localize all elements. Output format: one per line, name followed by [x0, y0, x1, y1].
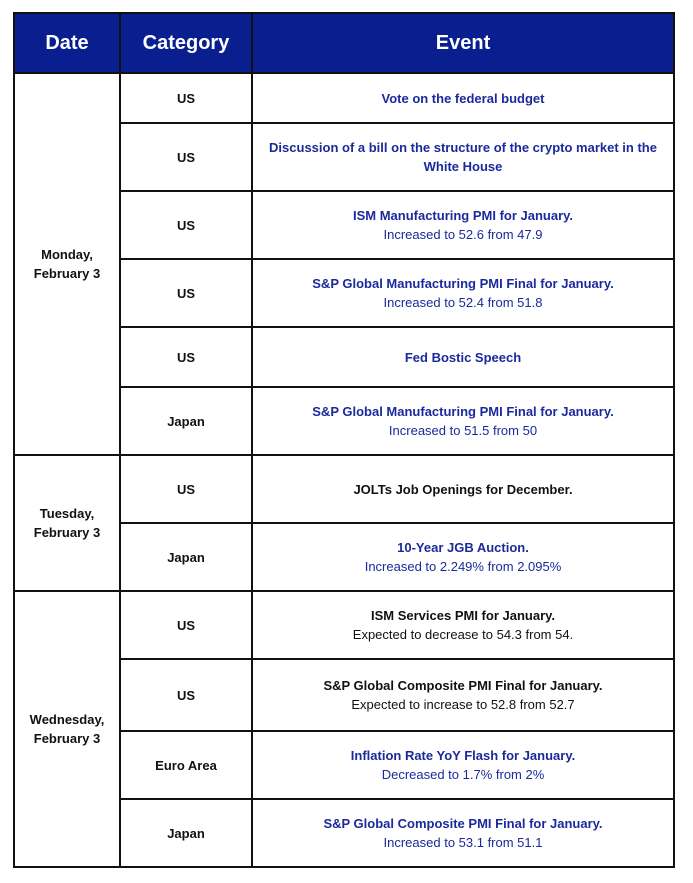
event-cell [252, 387, 674, 455]
date-cell [14, 455, 120, 591]
category-cell: Japan [120, 387, 252, 455]
event-title: Fed Bostic Speech [404, 349, 522, 365]
event-title: ISM Manufacturing PMI for January. [352, 208, 574, 223]
category-column-header: Category [120, 13, 252, 73]
event-detail: Increased to 53.1 from 51.1 [383, 835, 543, 850]
event-detail: Increased to 52.4 from 51.8 [383, 295, 543, 310]
event-detail: Increased to 2.249% from 2.095% [364, 559, 562, 574]
category-cell: Japan [120, 799, 252, 867]
event-title: S&P Global Manufacturing PMI Final for January. [312, 404, 614, 419]
event-title: S&P Global Composite PMI Final for January. [323, 816, 603, 831]
header-row [14, 13, 674, 73]
event-detail: Expected to increase to 52.8 from 52.7 [351, 697, 575, 712]
date-cell [14, 73, 120, 455]
event-cell [252, 731, 674, 799]
event-title: JOLTs Job Openings for December. [353, 481, 573, 497]
event-cell [252, 327, 674, 387]
category-cell: US [120, 259, 252, 327]
date-cell [14, 591, 120, 867]
event-cell [252, 523, 674, 591]
event-title: S&P Global Composite PMI Final for January. [323, 678, 603, 693]
event-title: 10-Year JGB Auction. [397, 540, 529, 555]
event-cell [252, 799, 674, 867]
event-cell [252, 73, 674, 123]
table-row [14, 455, 674, 523]
economic-calendar-table [13, 12, 675, 868]
date-column-header: Date [14, 13, 120, 73]
event-title: ISM Services PMI for January. [371, 608, 555, 623]
event-cell [252, 259, 674, 327]
event-title: Inflation Rate YoY Flash for January. [350, 748, 576, 763]
category-cell: Japan [120, 523, 252, 591]
category-cell: US [120, 73, 252, 123]
category-cell: US [120, 591, 252, 659]
event-detail: Increased to 51.5 from 50 [388, 423, 538, 438]
date-weekday: Wednesday, [29, 712, 105, 727]
category-cell: US [120, 191, 252, 259]
date-weekday: Monday, [41, 247, 93, 262]
event-cell [252, 191, 674, 259]
event-title: Discussion of a bill on the structure of the crypto market in the White House [269, 140, 657, 174]
table-row [14, 73, 674, 123]
date-day: February 3 [33, 731, 101, 746]
event-detail: Increased to 52.6 from 47.9 [383, 227, 543, 242]
date-day: February 3 [33, 525, 101, 540]
event-cell [252, 123, 674, 191]
date-weekday: Tuesday, [39, 506, 95, 521]
event-column-header: Event [252, 13, 674, 73]
event-detail: Expected to decrease to 54.3 from 54. [352, 627, 574, 642]
category-cell: US [120, 327, 252, 387]
category-cell: US [120, 123, 252, 191]
category-cell: Euro Area [120, 731, 252, 799]
event-title: S&P Global Manufacturing PMI Final for January. [312, 276, 614, 291]
category-cell: US [120, 455, 252, 523]
category-cell: US [120, 659, 252, 731]
event-cell [252, 455, 674, 523]
event-cell [252, 659, 674, 731]
date-day: February 3 [33, 266, 101, 281]
table-row [14, 591, 674, 659]
event-cell [252, 591, 674, 659]
event-title: Vote on the federal budget [381, 90, 545, 106]
event-detail: Decreased to 1.7% from 2% [381, 767, 545, 782]
calendar-body [14, 73, 674, 867]
